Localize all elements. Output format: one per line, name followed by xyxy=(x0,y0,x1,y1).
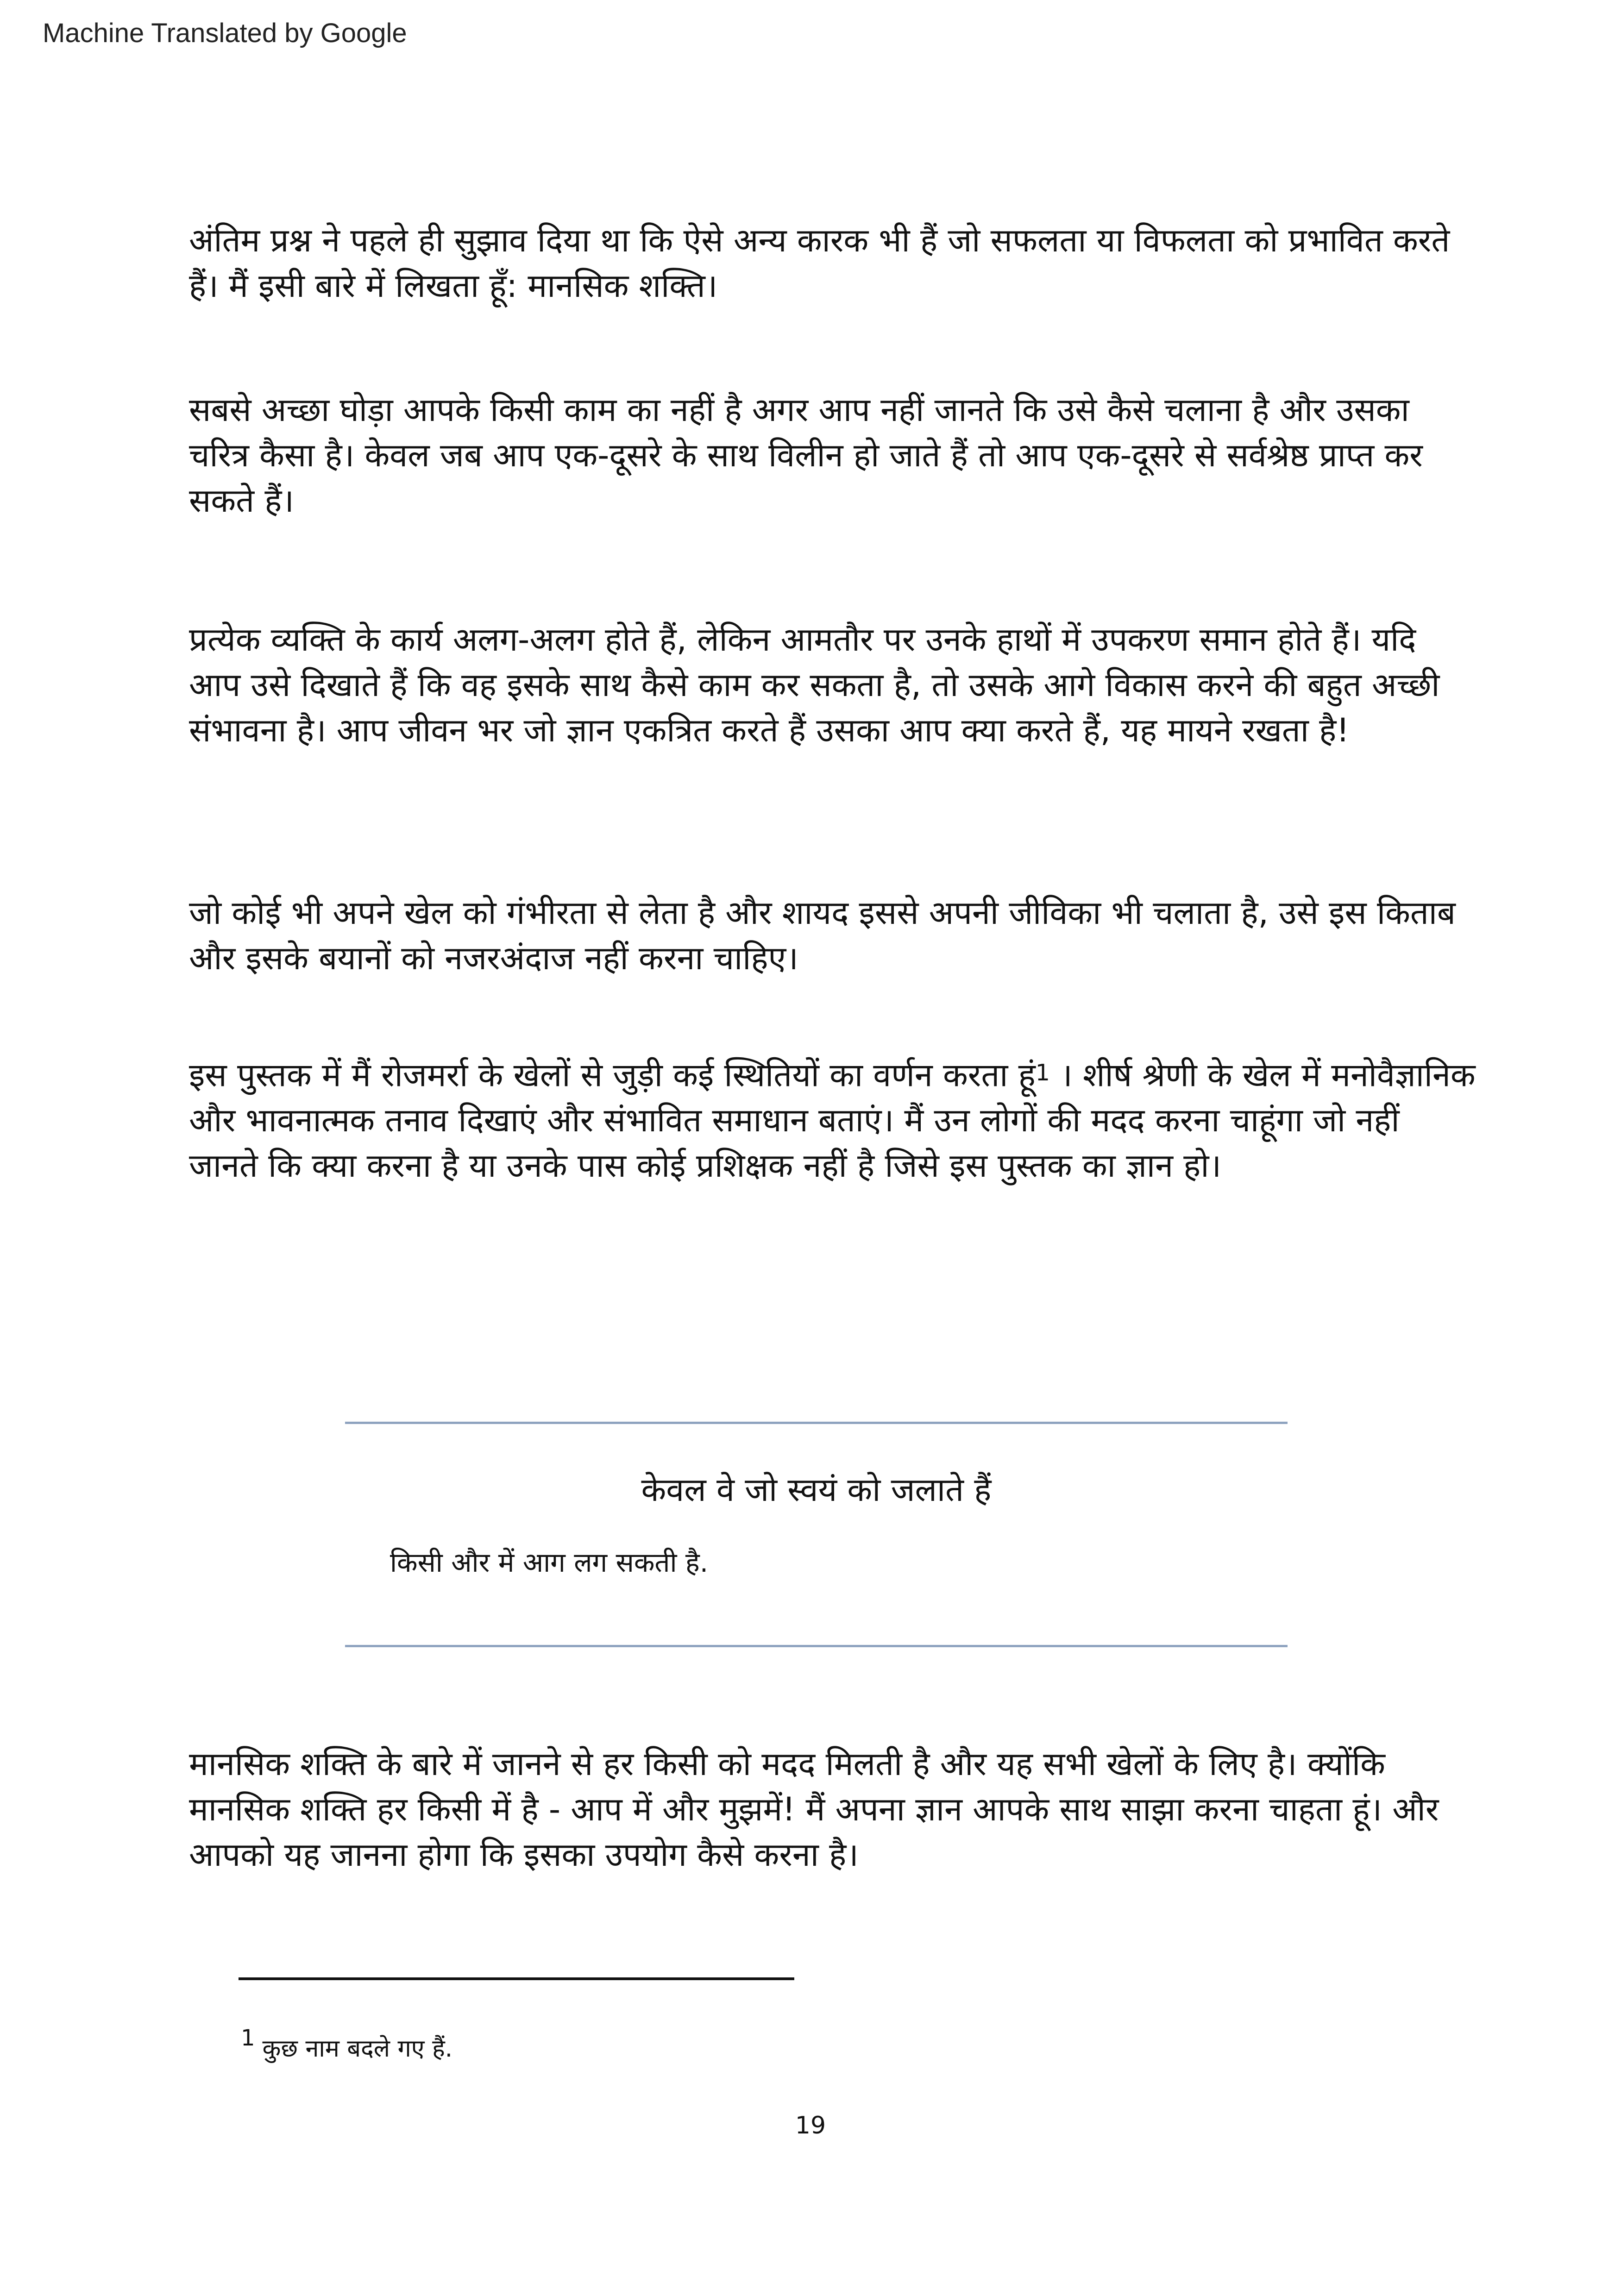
quote-bottom-divider xyxy=(345,1645,1288,1647)
footnote-mark: 1 xyxy=(241,2025,255,2051)
paragraph-3: प्रत्येक व्यक्ति के कार्य अलग-अलग होते हैं, लेकिन आमतौर पर उनके हाथों में उपकरण समान होते हैं। यदि आप उसे दिखाते हैं कि वह इसके साथ कैसे काम कर सकता है, तो उसके आगे विकास करने की बहुत अच्छी संभावना है। आप जीवन भर जो ज्ञान एकत्रित करते हैं उसका आप क्या करते हैं, यह मायने रखता है! xyxy=(189,621,1440,749)
paragraph-5-text-end: । शीर्ष श्रेणी के खेल में मनोवैज्ञानिक और भावनात्मक तनाव दिखाएं और संभावित समाधान बताएं। मैं उन लोगों की मदद करना चाहूंगा जो नहीं जानते कि क्या करना है या उनके पास कोई प्रशिक्षक नहीं है जिसे इस पुस्तक का ज्ञान हो। xyxy=(189,1056,1476,1185)
footnote xyxy=(241,2021,452,2065)
paragraph-1: अंतिम प्रश्न ने पहले ही सुझाव दिया था कि ऐसे अन्य कारक भी हैं जो सफलता या विफलता को प्रभावित करते हैं। मैं इसी बारे में लिखता हूँ: मानसिक शक्ति। xyxy=(189,221,1450,305)
quote-line-2: किसी और में आग लग सकती है. xyxy=(390,1547,709,1578)
footnote-text: कुछ नाम बदले गए हैं. xyxy=(262,2035,453,2063)
quote-line-1: केवल वे जो स्वयं को जलाते हैं xyxy=(641,1471,992,1509)
paragraph-5 xyxy=(189,1050,1476,1188)
paragraph-2: सबसे अच्छा घोड़ा आपके किसी काम का नहीं है अगर आप नहीं जानते कि उसे कैसे चलाना है और उसका चरित्र कैसा है। केवल जब आप एक-दूसरे के साथ विलीन हो जाते हैं तो आप एक-दूसरे से सर्वश्रेष्ठ प्राप्त कर सकते हैं। xyxy=(189,391,1423,520)
quote-top-divider xyxy=(345,1422,1288,1424)
page-number: 19 xyxy=(795,2112,826,2139)
machine-translation-watermark: Machine Translated by Google xyxy=(43,18,407,48)
paragraph-6: मानसिक शक्ति के बारे में जानने से हर किसी को मदद मिलती है और यह सभी खेलों के लिए है। क्योंकि मानसिक शक्ति हर किसी में है - आप में और मुझमें! मैं अपना ज्ञान आपके साथ साझा करना चाहता हूं। और आपको यह जानना होगा कि इसका उपयोग कैसे करना है। xyxy=(189,1745,1439,1874)
footnote-reference[interactable]: 1 xyxy=(1035,1060,1050,1086)
paragraph-4: जो कोई भी अपने खेल को गंभीरता से लेता है और शायद इससे अपनी जीविका भी चलाता है, उसे इस किताब और इसके बयानों को नजरअंदाज नहीं करना चाहिए। xyxy=(189,894,1456,977)
footnote-divider xyxy=(239,1977,794,1980)
paragraph-5-text-start: इस पुस्तक में मैं रोजमर्रा के खेलों से जुड़ी कई स्थितियों का वर्णन करता हूं xyxy=(189,1056,1036,1094)
